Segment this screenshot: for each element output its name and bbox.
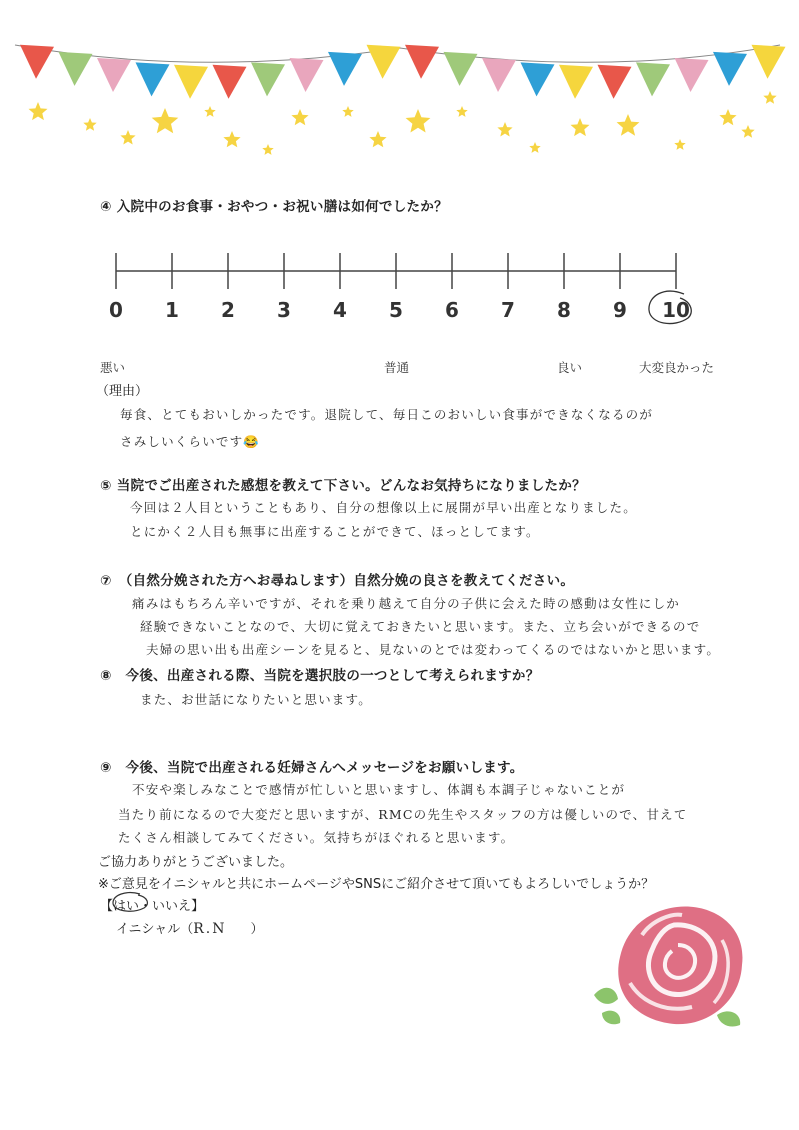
question-4: ④ 入院中のお食事・おやつ・お祝い膳は如何でしたか？ — [100, 199, 448, 215]
scale-tick-label-10[interactable]: 10 — [662, 298, 690, 322]
bunting-flag — [636, 62, 670, 96]
star-icon — [120, 130, 135, 145]
q7-answer-line-2: 経験できないことなので、大切に覚えておきたいと思います。また、立ち会いができるので — [140, 619, 701, 634]
scale-tick-label-6[interactable]: 6 — [445, 298, 459, 322]
consent-no[interactable]: いいえ — [152, 899, 192, 914]
star-icon — [29, 102, 48, 120]
scale-label-normal: 普通 — [384, 360, 410, 375]
q9-answer-line-3: たくさん相談してみてください。気持ちがほぐれると思います。 — [118, 830, 515, 845]
bunting-flag — [482, 58, 516, 92]
rose-icon — [618, 907, 742, 1025]
scale-tick-label-7[interactable]: 7 — [501, 298, 515, 322]
bunting-flag — [290, 58, 324, 92]
q8-answer-line-1: また、お世話になりたいと思います。 — [140, 692, 372, 707]
star-icon — [571, 118, 590, 136]
q4-answer-line-1: 毎食、とてもおいしかったです。退院して、毎日このおいしい食事ができなくなるのが — [120, 407, 654, 422]
bunting-flag — [136, 62, 170, 96]
consent-separator: ・ — [139, 899, 153, 914]
bunting-flag — [328, 52, 362, 86]
rose-illustration — [582, 895, 762, 1045]
star-icon — [204, 106, 215, 117]
bracket-open: 【 — [100, 899, 114, 914]
reason-label: （理由） — [96, 384, 149, 399]
q4-answer-line-2: さみしいくらいです😂 — [120, 434, 261, 449]
star-icon — [262, 144, 273, 155]
q5-answer-line-2: とにかく２人目も無事に出産することができて、ほっとしてます。 — [130, 524, 540, 539]
scale-label-bad: 悪い — [100, 360, 126, 375]
initial-label: イニシャル（ — [116, 922, 194, 937]
scale-tick-label-4[interactable]: 4 — [333, 298, 347, 322]
initial-value: R.N — [193, 921, 227, 937]
q9-answer-line-1: 不安や楽しみなことで感情が忙しいと思いますし、体調も本調子じゃないことが — [132, 782, 626, 797]
star-icon — [719, 109, 736, 125]
bunting-flag — [405, 45, 439, 79]
q7-answer-line-3: 夫婦の思い出も出産シーンを見ると、見ないのとでは変わってくるのではないかと思います。 — [146, 642, 721, 657]
bracket-close: 】 — [191, 899, 205, 914]
bunting-flag — [521, 62, 555, 96]
bunting-flag — [251, 62, 285, 96]
scale-label-very-good: 大変良かった — [639, 360, 715, 375]
scale-tick-label-9[interactable]: 9 — [613, 298, 627, 322]
star-icon — [456, 106, 467, 117]
initial-close: ） — [250, 922, 264, 937]
q5-answer-line-1: 今回は２人目ということもあり、自分の想像以上に展開が早い出産となりました。 — [130, 500, 637, 515]
bunting-flag — [675, 58, 709, 92]
bunting-flag — [559, 65, 593, 99]
star-icon — [763, 91, 776, 104]
question-8: ⑧ 今後、出産される際、当院を選択肢の一つとして考えられますか？ — [100, 668, 540, 684]
consent-yes[interactable]: はい — [113, 899, 140, 914]
bunting-flag — [752, 45, 786, 79]
question-9: ⑨ 今後、当院で出産される妊婦さんへメッセージをお願いします。 — [100, 760, 524, 776]
rating-scale — [110, 245, 690, 290]
scale-tick-label-1[interactable]: 1 — [165, 298, 179, 322]
star-icon — [406, 109, 431, 133]
scale-tick-label-5[interactable]: 5 — [389, 298, 403, 322]
consent-question: ※ご意見をイニシャルと共にホームページやSNSにご紹介させて頂いてもよろしいでしょうか？ — [98, 877, 655, 892]
scale-tick-label-0[interactable]: 0 — [109, 298, 123, 322]
star-icon — [741, 125, 754, 138]
initial-row — [116, 918, 264, 937]
star-icon — [497, 122, 512, 137]
question-7: ⑦ （自然分娩された方へお尋ねします）自然分娩の良さを教えてください。 — [100, 573, 575, 589]
stars-decoration — [29, 91, 777, 155]
bunting-flag — [213, 65, 247, 99]
scale-tick-label-2[interactable]: 2 — [221, 298, 235, 322]
star-icon — [617, 114, 640, 136]
star-icon — [342, 106, 353, 117]
bunting-decoration — [0, 0, 799, 160]
bunting-flags — [15, 45, 786, 99]
yes-circle-mark — [110, 891, 153, 915]
star-icon — [152, 108, 179, 133]
bunting-flag — [20, 45, 54, 79]
scale-label-good: 良い — [557, 360, 583, 375]
scale-tick-label-8[interactable]: 8 — [557, 298, 571, 322]
bunting-flag — [444, 52, 478, 86]
scale-tick-label-3[interactable]: 3 — [277, 298, 291, 322]
bunting-flag — [174, 65, 208, 99]
q7-answer-line-1: 痛みはもちろん辛いですが、それを乗り越えて自分の子供に会えた時の感動は女性にしか — [132, 596, 681, 611]
q9-answer-line-2: 当たり前になるので大変だと思いますが、RMCの先生やスタッフの方は優しいので、甘えて — [118, 807, 688, 822]
thanks-text: ご協力ありがとうございました。 — [98, 855, 294, 870]
question-5: ⑤ 当院でご出産された感想を教えて下さい。どんなお気持ちになりましたか？ — [100, 478, 586, 494]
selected-circle-mark — [644, 288, 696, 332]
star-icon — [83, 118, 96, 131]
bunting-flag — [598, 65, 632, 99]
bunting-flag — [367, 45, 401, 79]
bunting-flag — [713, 52, 747, 86]
star-icon — [223, 131, 240, 147]
star-icon — [291, 109, 308, 125]
star-icon — [674, 139, 685, 150]
star-icon — [369, 131, 386, 147]
bunting-flag — [97, 58, 131, 92]
star-icon — [529, 142, 540, 153]
bunting-flag — [59, 52, 93, 86]
